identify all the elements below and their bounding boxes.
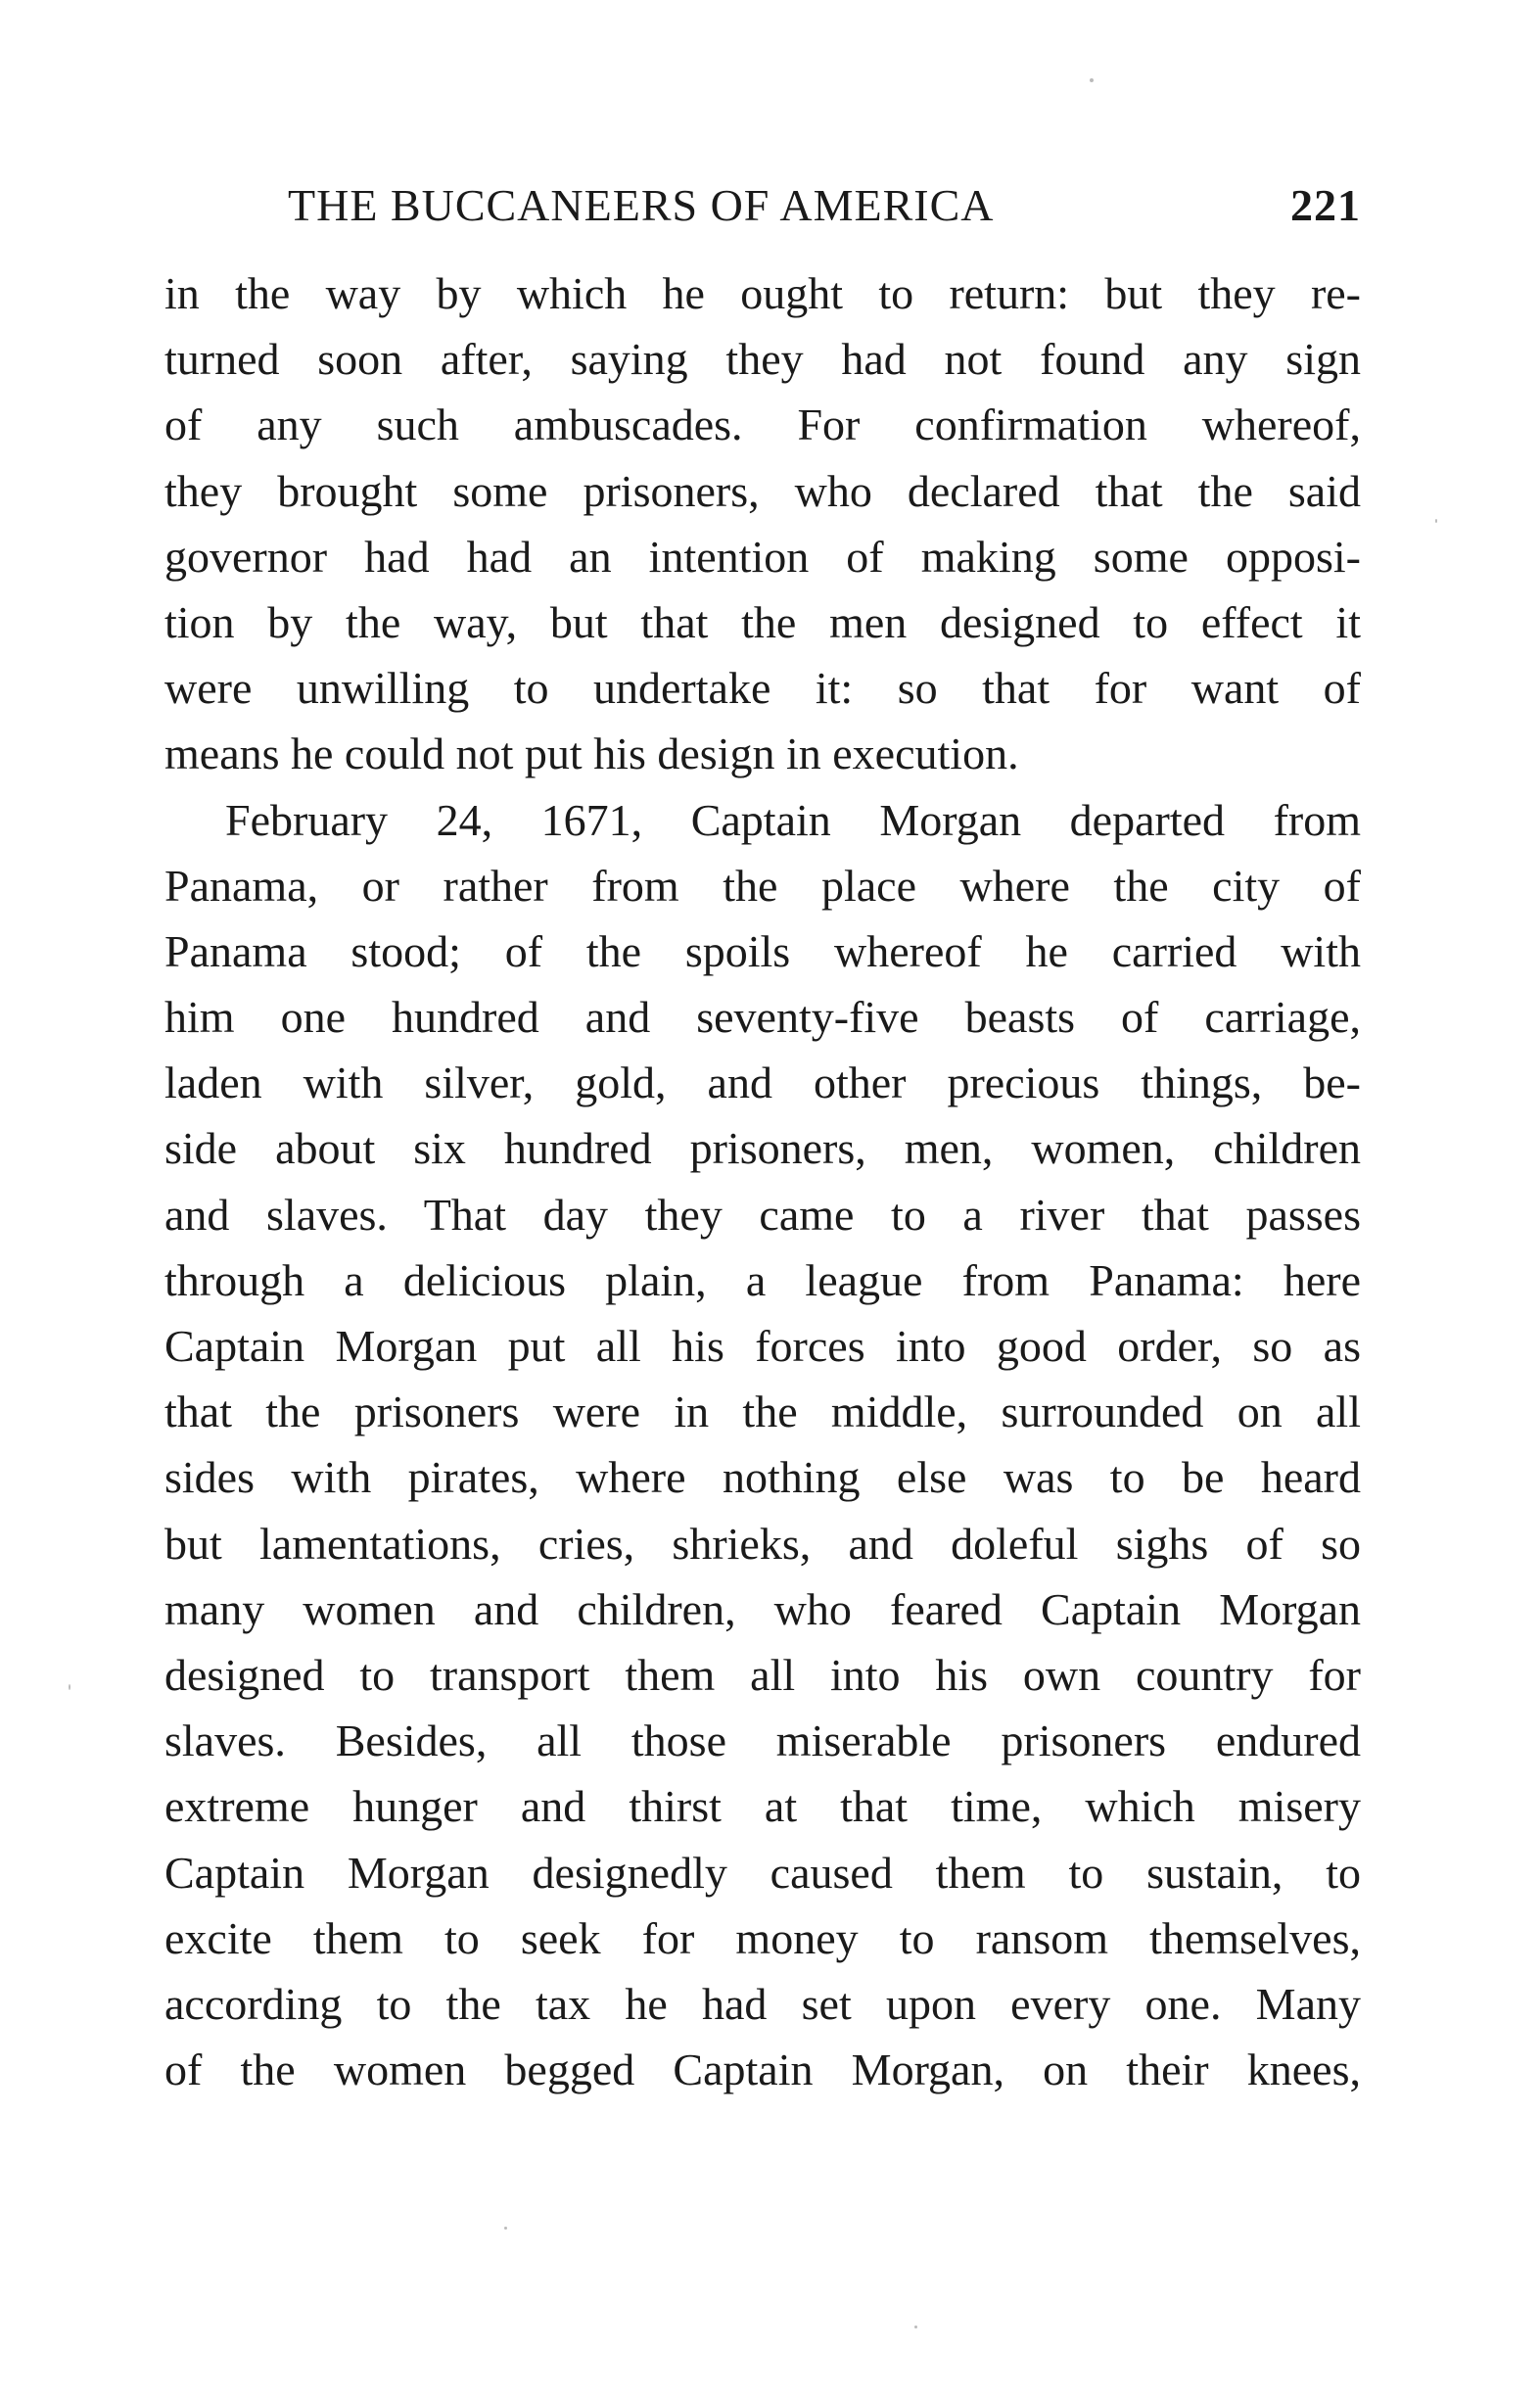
text-line: him one hundred and seventy-five beasts of carriage, [164, 992, 1361, 1043]
text-line: of any such ambuscades. For confirmation whereof, [164, 400, 1361, 450]
scan-speck [1090, 78, 1094, 82]
paragraph-start-line: February 24, 1671, Captain Morgan departed from [225, 794, 1361, 845]
running-head [168, 176, 1361, 235]
text-line: through a delicious plain, a league from Panama: here [164, 1254, 1361, 1305]
text-line: designed to transport them all into his own country for [164, 1649, 1361, 1700]
text-line: governor had had an intention of making some opposi- [164, 531, 1361, 582]
text-line: and slaves. That day they came to a river that passes [164, 1189, 1361, 1240]
body-text [164, 260, 1361, 2102]
paragraph-end-line: means he could not put his design in execution. [164, 728, 1019, 779]
text-line: according to the tax he had set upon every one. Many [164, 1978, 1361, 2029]
text-line: side about six hundred prisoners, men, women, children [164, 1123, 1361, 1174]
text-line: in the way by which he ought to return: but they re- [164, 268, 1361, 318]
text-line: of the women begged Captain Morgan, on their knees, [164, 2044, 1361, 2095]
text-line: tion by the way, but that the men designed to effect it [164, 596, 1361, 647]
text-line: excite them to seek for money to ransom themselves, [164, 1912, 1361, 1963]
text-line: they brought some prisoners, who declared that the said [164, 465, 1361, 516]
text-line: Panama stood; of the spoils whereof he carried with [164, 925, 1361, 976]
scan-speck [504, 2227, 507, 2230]
text-line: Captain Morgan put all his forces into good order, so as [164, 1321, 1361, 1371]
text-line: many women and children, who feared Captain Morgan [164, 1583, 1361, 1634]
text-line: extreme hunger and thirst at that time, which misery [164, 1781, 1361, 1832]
text-line: but lamentations, cries, shrieks, and doleful sighs of so [164, 1518, 1361, 1569]
scan-speck [914, 2326, 917, 2328]
text-line: Panama, or rather from the place where the city of [164, 860, 1361, 911]
text-line: sides with pirates, where nothing else was to be heard [164, 1452, 1361, 1503]
running-head-title: THE BUCCANEERS OF AMERICA [288, 180, 995, 230]
scan-speck [1435, 519, 1437, 523]
text-line: Captain Morgan designedly caused them to sustain, to [164, 1847, 1361, 1898]
text-line: laden with silver, gold, and other precious things, be- [164, 1058, 1361, 1108]
page-number: 221 [1290, 180, 1361, 230]
text-line: slaves. Besides, all those miserable prisoners endured [164, 1716, 1361, 1766]
text-line: were unwilling to undertake it: so that for want of [164, 663, 1361, 714]
text-line: that the prisoners were in the middle, surrounded on all [164, 1386, 1361, 1437]
scan-speck [69, 1684, 70, 1690]
text-line: turned soon after, saying they had not found any sign [164, 334, 1361, 385]
